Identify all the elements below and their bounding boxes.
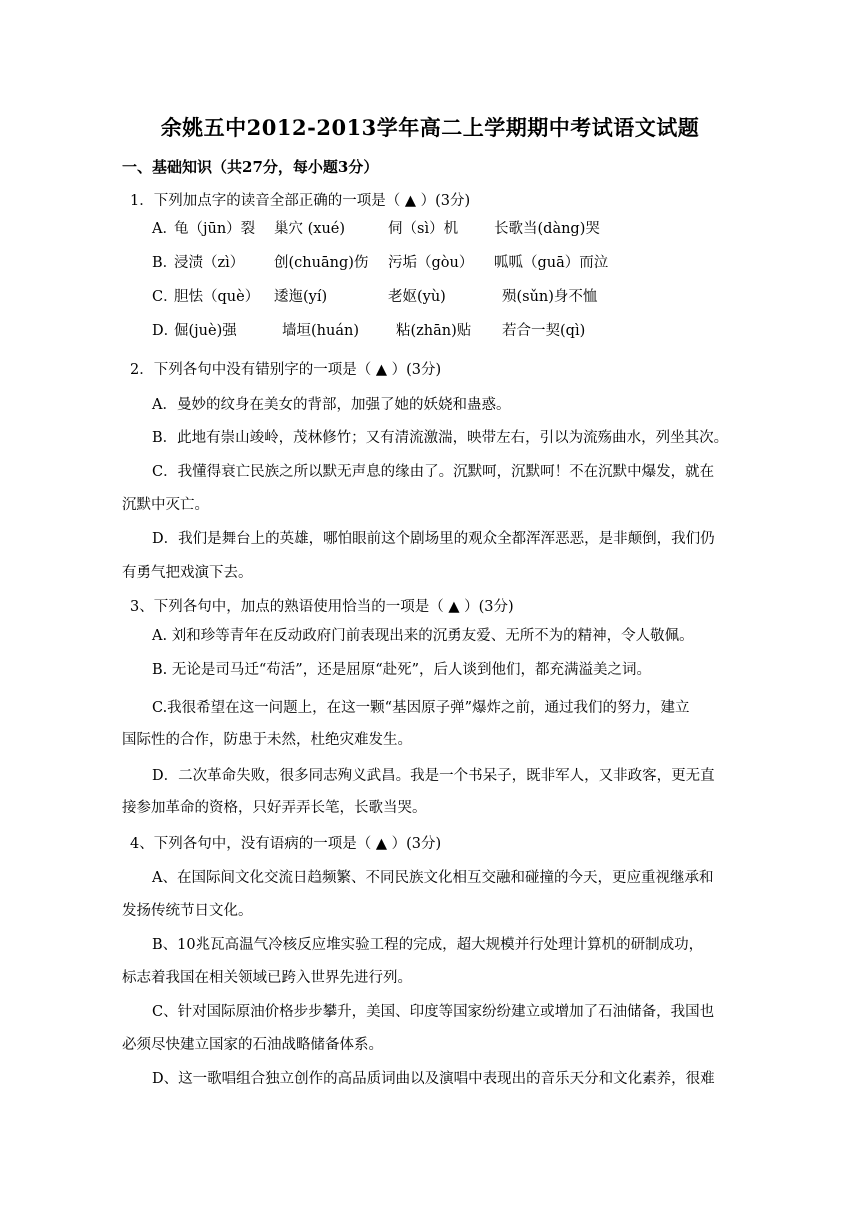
option-item: 呱呱（guā）而泣 (494, 255, 609, 271)
option-label: A． (152, 221, 177, 237)
q4-option-a-cont: 发扬传统节日文化。 (122, 903, 253, 919)
option-item: 龟（jūn）裂 (174, 221, 256, 237)
q2-option-d-cont: 有勇气把戏演下去。 (122, 565, 253, 581)
option-label: B． (152, 255, 178, 271)
q4-option-c-cont: 必须尽快建立国家的石油战略储备体系。 (122, 1037, 383, 1053)
page-title: 余姚五中2012-2013学年高二上学期期中考试语文试题 (160, 115, 700, 140)
section-heading: 一、基础知识（共27分，每小题3分） (122, 158, 379, 176)
option-item: 若合一契(qì) (502, 323, 586, 339)
option-item: 伺（sì）机 (388, 221, 459, 237)
q3-option-b: B. 无论是司马迁“苟活”，还是屈原“赴死”，后人谈到他们，都充满溢美之词。 (152, 662, 652, 678)
option-item: 倔(juè)强 (174, 323, 237, 339)
option-item: 墙垣(huán) (282, 323, 359, 339)
question-2-stem: 2．下列各句中没有错别字的一项是（ ▲ ）(3分) (130, 362, 442, 378)
option-item: 老妪(yù) (388, 289, 446, 305)
option-item: 逶迤(yí) (274, 289, 328, 305)
option-item: 粘(zhān)贴 (396, 323, 472, 339)
q2-option-d: D．我们是舞台上的英雄，哪怕眼前这个剧场里的观众全都浑浑恶恶，是非颠倒，我们仍 (152, 531, 715, 547)
q2-option-b: B．此地有崇山竣岭，茂林修竹；又有清流激湍，映带左右，引以为流殇曲水，列坐其次。 (152, 430, 729, 446)
q3-option-d: D．二次革命失败，很多同志殉义武昌。我是一个书呆子，既非军人，又非政客，更无直 (152, 768, 715, 784)
q3-option-a: A. 刘和珍等青年在反动政府门前表现出来的沉勇友爱、无所不为的精神，令人敬佩。 (152, 628, 694, 644)
q4-option-b-cont: 标志着我国在相关领域已跨入世界先进行列。 (122, 970, 412, 986)
q3-option-c: C.我很希望在这一问题上，在这一颗“基因原子弹”爆炸之前，通过我们的努力，建立 (152, 700, 690, 716)
q1-option-d (152, 321, 792, 341)
option-item: 胆怯（què） (174, 289, 260, 305)
q2-option-c: C．我懂得衰亡民族之所以默无声息的缘由了。沉默呵，沉默呵！不在沉默中爆发，就在 (152, 464, 715, 480)
q4-option-a: A、在国际间文化交流日趋频繁、不同民族文化相互交融和碰撞的今天，更应重视继承和 (152, 870, 714, 886)
q3-option-d-cont: 接参加革命的资格，只好弄弄长笔，长歌当哭。 (122, 800, 427, 816)
option-label: D． (152, 323, 179, 339)
q3-option-c-cont: 国际性的合作，防患于未然，杜绝灾难发生。 (122, 732, 412, 748)
q4-option-b: B、10兆瓦高温气冷核反应堆实验工程的完成，超大规模并行处理计算机的研制成功， (152, 937, 704, 953)
option-item: 浸渍（zì） (174, 255, 245, 271)
option-label: C． (152, 289, 178, 305)
question-3-stem: 3、下列各句中，加点的熟语使用恰当的一项是（ ▲ ）(3分) (130, 599, 514, 615)
q2-option-c-cont: 沉默中灭亡。 (122, 497, 209, 513)
option-item: 污垢（gòu） (388, 255, 474, 271)
option-item: 创(chuāng)伤 (274, 255, 369, 271)
q4-option-d: D、这一歌唱组合独立创作的高品质词曲以及演唱中表现出的音乐天分和文化素养，很难 (152, 1071, 715, 1087)
q1-option-b (152, 253, 792, 273)
q2-option-a: A．曼妙的纹身在美女的背部，加强了她的妖娆和蛊惑。 (152, 397, 511, 413)
question-1-stem: 1．下列加点字的读音全部正确的一项是（ ▲ ）(3分) (130, 193, 471, 209)
q1-option-c (152, 287, 792, 307)
option-item: 巢穴 (xué) (274, 221, 346, 237)
question-4-stem: 4、下列各句中，没有语病的一项是（ ▲ ）(3分) (130, 836, 442, 852)
q1-option-a (152, 219, 792, 239)
option-item: 长歌当(dàng)哭 (494, 221, 600, 237)
q4-option-c: C、针对国际原油价格步步攀升，美国、印度等国家纷纷建立或增加了石油储备，我国也 (152, 1004, 715, 1020)
option-item: 殒(sǔn)身不恤 (502, 289, 598, 305)
